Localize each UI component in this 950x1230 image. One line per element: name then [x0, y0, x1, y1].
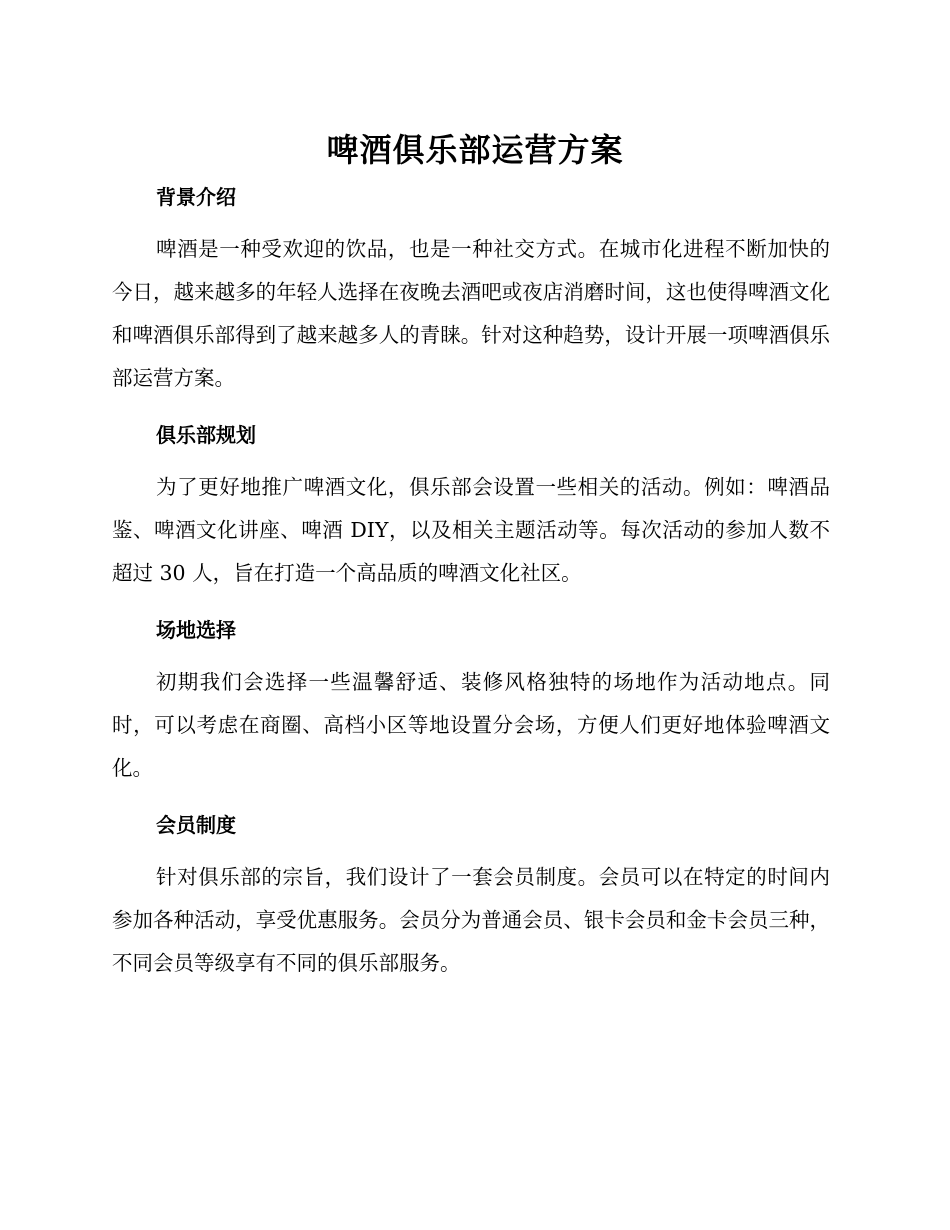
section-paragraph: 初期我们会选择一些温馨舒适、装修风格独特的场地作为活动地点。同时，可以考虑在商圈、高档小区等地设置分会场，方便人们更好地体验啤酒文化。: [112, 670, 830, 780]
section-membership: [112, 804, 830, 985]
section-venue-selection: [112, 609, 830, 790]
section-club-planning: [112, 414, 830, 595]
section-heading: 场地选择: [156, 618, 236, 642]
document-title: 啤酒俱乐部运营方案: [326, 131, 624, 169]
section-paragraph: 针对俱乐部的宗旨，我们设计了一套会员制度。会员可以在特定的时间内参加各种活动，享受优惠服务。会员分为普通会员、银卡会员和金卡会员三种，不同会员等级享有不同的俱乐部服务。: [112, 865, 830, 975]
section-paragraph: 为了更好地推广啤酒文化，俱乐部会设置一些相关的活动。例如：啤酒品鉴、啤酒文化讲座、啤酒 DIY，以及相关主题活动等。每次活动的参加人数不超过 30 人，旨在打造一个高品质的啤酒文化社区。: [112, 475, 830, 585]
section-paragraph: 啤酒是一种受欢迎的饮品，也是一种社交方式。在城市化进程不断加快的今日，越来越多的年轻人选择在夜晚去酒吧或夜店消磨时间，这也使得啤酒文化和啤酒俱乐部得到了越来越多人的青睐。针对这种趋势，设计开展一项啤酒俱乐部运营方案。: [112, 237, 830, 390]
section-heading: 背景介绍: [156, 185, 236, 209]
document-content: [112, 176, 830, 999]
section-background: [112, 176, 830, 400]
section-heading: 俱乐部规划: [156, 423, 256, 447]
section-heading: 会员制度: [156, 813, 236, 837]
